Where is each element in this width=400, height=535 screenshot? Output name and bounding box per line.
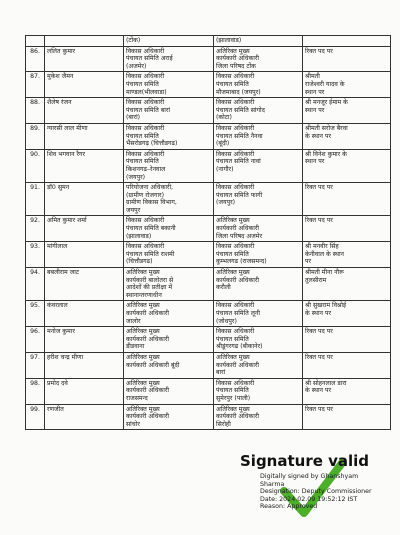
vacancy-remark-line: के स्थान पर	[305, 132, 332, 140]
signature-details	[260, 473, 372, 511]
current-posting-line: पंचायत समिति बकानी	[126, 225, 176, 233]
vacancy-remark-line: रिक्त पद पर	[305, 328, 333, 336]
current-posting-line: डीडवाना	[126, 343, 145, 351]
new-posting-line: विकास अधिकारी	[216, 99, 255, 107]
officer-name: शिव भगवान रैगर	[45, 149, 124, 182]
new-posting-line: (नागौर)	[216, 165, 234, 173]
current-posting-line: कार्यकारी अधिकारी	[126, 387, 170, 395]
current-posting-line: पंचायत समिति अराई	[126, 55, 173, 63]
new-posting-line: बारां	[216, 369, 226, 377]
current-posting-line: कार्यकारी अधिकारी	[126, 413, 170, 421]
current-posting-line: विकास अधिकारी	[126, 99, 165, 107]
new-posting	[214, 327, 303, 353]
table-row	[26, 46, 391, 72]
current-posting-line: कार्यकारी अधिकारी	[126, 310, 170, 317]
new-posting-line: जिला परिषद अजमेर	[216, 232, 262, 240]
current-posting-line: अतिरिक्त मुख्य	[126, 405, 160, 413]
new-posting-line: श्रीडूंगरगढ (बीकानेर)	[216, 343, 263, 351]
vacancy-remark	[303, 352, 391, 378]
officer-name: कंवरलाल	[45, 301, 124, 327]
current-posting-line: विकास अधिकारी	[126, 217, 165, 225]
vacancy-remark	[303, 149, 391, 182]
current-posting-line: पंचायत समिति बारां	[126, 106, 170, 114]
current-posting	[124, 242, 214, 268]
vacancy-remark	[303, 378, 391, 404]
current-posting	[124, 216, 214, 242]
new-posting-line: विकास अधिकारी	[216, 184, 255, 192]
new-posting-line: अतिरिक्त मुख्य	[216, 269, 250, 277]
new-posting-line: विकास अधिकारी	[216, 243, 255, 251]
vacancy-remark-line: रिक्त पद पर	[305, 184, 333, 192]
vacancy-remark	[303, 183, 391, 216]
vacancy-remark	[303, 216, 391, 242]
vacancy-remark-line: के स्थान पर	[305, 310, 332, 317]
new-posting-line: (बूंदी)	[216, 140, 230, 148]
new-posting-line: पंचायत समिति	[216, 387, 249, 395]
vacancy-remark-line: श्रीमती सरोज बैरवा	[305, 124, 348, 132]
serial-number: 94.	[26, 268, 45, 301]
current-posting-line: विकास अधिकारी	[126, 243, 165, 251]
new-posting-line: विकास अधिकारी	[216, 124, 255, 132]
serial-number: 97.	[26, 352, 45, 378]
cell-new-posting: (झालावाड)	[214, 36, 303, 47]
vacancy-remark	[303, 72, 391, 98]
current-posting-line: विकास अधिकारी	[126, 47, 165, 55]
current-posting-line: कार्यकारी अधिकारी	[126, 335, 170, 343]
officer-name: ललित कुमार	[45, 46, 124, 72]
current-posting-line: राजसमन्द	[126, 394, 148, 402]
officer-name: डॉ0 सुमन	[45, 183, 124, 216]
new-posting-line: (कोटा)	[216, 114, 232, 122]
current-posting-line: पंचायत समिति राशमी	[126, 250, 175, 258]
serial-number: 89.	[26, 123, 45, 149]
new-posting-line: कार्यकारी अधिकारी	[216, 276, 260, 284]
current-posting	[124, 149, 214, 182]
vacancy-remark-line: स्थान पर	[305, 106, 325, 114]
current-posting-line: किशनगढ–रेनवाल	[126, 165, 166, 173]
officer-name: मांगीलाल	[45, 242, 124, 268]
serial-number: 98.	[26, 378, 45, 404]
new-posting	[214, 72, 303, 98]
vacancy-remark-line: श्री सोहनलाल डारा	[305, 379, 347, 387]
new-posting	[214, 404, 303, 430]
new-posting-line: कार्यकारी अधिकारी	[216, 361, 260, 369]
current-posting	[124, 123, 214, 149]
table-row	[26, 123, 391, 149]
signature-line: Date: 2024.02.09 19:52:12 IST	[260, 495, 358, 503]
current-posting-line: (जयपुर)	[126, 173, 146, 181]
new-posting-line: कार्यकारी अधिकारी	[216, 225, 260, 233]
new-posting-line: करौली	[216, 284, 231, 292]
current-posting-line: अतिरिक्त मुख्य	[126, 302, 160, 310]
new-posting	[214, 378, 303, 404]
new-posting	[214, 352, 303, 378]
serial-number: 86.	[26, 46, 45, 72]
new-posting	[214, 123, 303, 149]
current-posting-line: माण्डल(भीलवाडा)	[126, 88, 167, 96]
officer-name: अमित कुमार शर्मा	[45, 216, 124, 242]
new-posting-line: अतिरिक्त मुख्य	[216, 217, 250, 225]
table-row	[26, 301, 391, 327]
vacancy-remark	[303, 123, 391, 149]
current-posting	[124, 378, 214, 404]
vacancy-remark	[303, 98, 391, 124]
table-row	[26, 216, 391, 242]
vacancy-remark-line: श्रीमती	[305, 73, 320, 81]
signature-line: Digitally signed by Ghanshyam	[260, 473, 359, 480]
table-row	[26, 352, 391, 378]
current-posting-line: (ग्रामीण रोजगार)	[126, 191, 165, 199]
new-posting	[214, 46, 303, 72]
vacancy-remark-line: पर	[305, 258, 312, 266]
serial-number: 91.	[26, 183, 45, 216]
serial-number: 99.	[26, 404, 45, 430]
vacancy-remark-line: के स्थान पर	[305, 387, 332, 395]
signature-line: Designation: Deputy Commissioner	[260, 488, 372, 496]
table-row	[26, 183, 391, 216]
serial-number: 88.	[26, 98, 45, 124]
table-row	[26, 327, 391, 353]
current-posting	[124, 352, 214, 378]
current-posting	[124, 46, 214, 72]
new-posting-line: (जोधपुर)	[216, 317, 237, 325]
serial-number: 92.	[26, 216, 45, 242]
signature-line: Reason: Approved	[260, 503, 318, 511]
officer-name: मुकेश जैमन	[45, 72, 124, 98]
cell-current-posting: (टोंक)	[124, 36, 214, 47]
vacancy-remark	[303, 46, 391, 72]
vacancy-remark	[303, 301, 391, 327]
table-row	[26, 268, 391, 301]
signature-line: Sharma	[260, 480, 285, 488]
vacancy-remark	[303, 268, 391, 301]
new-posting-line: पंचायत समिति फागी	[216, 191, 263, 199]
vacancy-remark-line: श्री मनजूर ईमाम के	[305, 99, 348, 107]
officer-name: बबलीराम जाट	[45, 268, 124, 301]
current-posting	[124, 72, 214, 98]
current-posting-line: विकास अधिकारी	[126, 124, 165, 132]
new-posting	[214, 98, 303, 124]
new-posting	[214, 216, 303, 242]
vacancy-remark-line: राजेश्वरी यादव के	[305, 80, 345, 88]
new-posting-line: सुमेरपुर (पाली)	[216, 394, 251, 402]
new-posting-line: पंचायत समिति	[216, 80, 249, 88]
officer-name: प्रमोद दवे	[45, 378, 124, 404]
current-posting-line: स्थानान्तरणाधीन	[126, 291, 162, 299]
new-posting-line: विकास अधिकारी	[216, 328, 255, 336]
current-posting-line: विकास अधिकारी	[126, 73, 165, 81]
table-row	[26, 98, 391, 124]
vacancy-remark-line: रिक्त पद पर	[305, 405, 333, 413]
new-posting-line: पंचायत समिति लूनी	[216, 310, 260, 317]
officer-name: शैलेष रंजन	[45, 98, 124, 124]
current-posting-line: पंचायत समिति	[126, 80, 159, 88]
new-posting-line: पंचायत समिति सांगोद	[216, 106, 265, 114]
new-posting-line: कार्यकारी अधिकारी	[216, 413, 260, 421]
new-posting-line: सिरोही	[216, 420, 231, 428]
new-posting-line: (जयपुर)	[216, 199, 236, 207]
signature-title: Signature valid	[240, 452, 370, 470]
new-posting-line: पंचायत समिति	[216, 250, 249, 258]
serial-number: 95.	[26, 301, 45, 327]
vacancy-remark-line: रिक्त पद पर	[305, 353, 333, 361]
current-posting-line: भैंसरोडगढ़ (चित्तौडगढ)	[126, 140, 178, 148]
vacancy-remark	[303, 242, 391, 268]
current-posting	[124, 301, 214, 327]
table-row	[26, 36, 391, 47]
current-posting-line: परियोजना अधिकारी,	[126, 184, 174, 192]
current-posting	[124, 183, 214, 216]
new-posting-line: पंचायत समिति	[216, 335, 249, 343]
officer-name: मनोज कुमार	[45, 327, 124, 353]
officer-name: हरीश चन्द्र मीणा	[45, 352, 124, 378]
new-posting-line: विकास अधिकारी	[216, 150, 255, 158]
vacancy-remark-line: श्री मनवीर सिंह	[305, 243, 339, 251]
current-posting-line: (चित्तौडगढ)	[126, 258, 153, 266]
serial-number: 93.	[26, 242, 45, 268]
current-posting	[124, 327, 214, 353]
vacancy-remark-line: तुलसीराम	[305, 276, 327, 284]
current-posting-line: कार्यकारी बालोतरा से	[126, 276, 174, 284]
new-posting-line: कार्यकारी अधिकारी	[216, 55, 260, 63]
new-posting-line: अतिरिक्त मुख्य	[216, 47, 250, 55]
serial-number: 96.	[26, 327, 45, 353]
current-posting-line: कार्यकारी अधिकारी बूंदी	[126, 361, 180, 369]
new-posting	[214, 242, 303, 268]
new-posting-line: मौजमाबाद (जयपुर)	[216, 88, 261, 96]
serial-number: 90.	[26, 149, 45, 182]
current-posting-line: अतिरिक्त मुख्य	[126, 353, 160, 361]
vacancy-remark	[303, 327, 391, 353]
current-posting-line: सांचोर	[126, 420, 140, 428]
vacancy-remark-line: रिक्त पद पर	[305, 217, 333, 225]
vacancy-remark-line: श्री सुखराम विश्नोई	[305, 302, 347, 310]
new-posting	[214, 268, 303, 301]
new-posting-line: विकास अधिकारी	[216, 379, 255, 387]
current-posting-line: जयपुर	[126, 206, 141, 214]
serial-number: 87.	[26, 72, 45, 98]
officer-name: ग्यारसी लाल मीणा	[45, 123, 124, 149]
officer-name: रणजीत	[45, 404, 124, 430]
current-posting-line: अतिरिक्त मुख्य	[126, 379, 160, 387]
current-posting-line: पंचायत समिति	[126, 158, 159, 166]
new-posting-line: पंचायत समिति नावां	[216, 158, 261, 166]
current-posting-line: (अजमेर)	[126, 62, 147, 70]
new-posting	[214, 183, 303, 216]
current-posting-line: अतिरिक्त मुख्य	[126, 328, 160, 336]
current-posting-line: अतिरिक्त मुख्य	[126, 269, 160, 277]
current-posting-line: ग्रामीण विकास विभाग,	[126, 199, 177, 207]
current-posting-line: (बारां)	[126, 114, 141, 122]
vacancy-remark-line: केनीवाल के स्थान	[305, 250, 344, 258]
vacancy-remark-line: स्थान पर	[305, 88, 325, 96]
new-posting-line: विकास अधिकारी	[216, 73, 255, 81]
table-row	[26, 378, 391, 404]
current-posting-line: विकास अधिकारी	[126, 150, 165, 158]
current-posting	[124, 404, 214, 430]
current-posting	[124, 98, 214, 124]
new-posting-line: पंचायत समिति नैनवा	[216, 132, 263, 140]
vacancy-remark	[303, 404, 391, 430]
new-posting-line: अतिरिक्त मुख्य	[216, 353, 250, 361]
vacancy-remark-line: श्रीमती मीना नौरू	[305, 269, 344, 277]
vacancy-remark-line: स्थान पर	[305, 158, 325, 166]
new-posting-line: अतिरिक्त मुख्य	[216, 405, 250, 413]
new-posting	[214, 301, 303, 327]
current-posting-line: जालोर	[126, 317, 141, 325]
new-posting-line: जिला परिषद टोंक	[216, 62, 256, 70]
vacancy-remark-line: श्री विनेश कुमार के	[305, 150, 347, 158]
table-row	[26, 404, 391, 430]
vacancy-remark-line: रिक्त पद पर	[305, 47, 333, 55]
table-row	[26, 72, 391, 98]
table-row	[26, 149, 391, 182]
current-posting	[124, 268, 214, 301]
new-posting-line: विकास अधिकारी	[216, 302, 255, 310]
new-posting-line: कुम्भलगढ (राजसमन्द)	[216, 258, 267, 266]
new-posting	[214, 149, 303, 182]
transfer-table	[25, 35, 391, 430]
current-posting-line: पंचायत समिति	[126, 132, 159, 140]
table-row	[26, 242, 391, 268]
current-posting-line: आदेशों की प्रतीक्षा में	[126, 284, 173, 292]
current-posting-line: (झालावाड)	[126, 232, 152, 240]
